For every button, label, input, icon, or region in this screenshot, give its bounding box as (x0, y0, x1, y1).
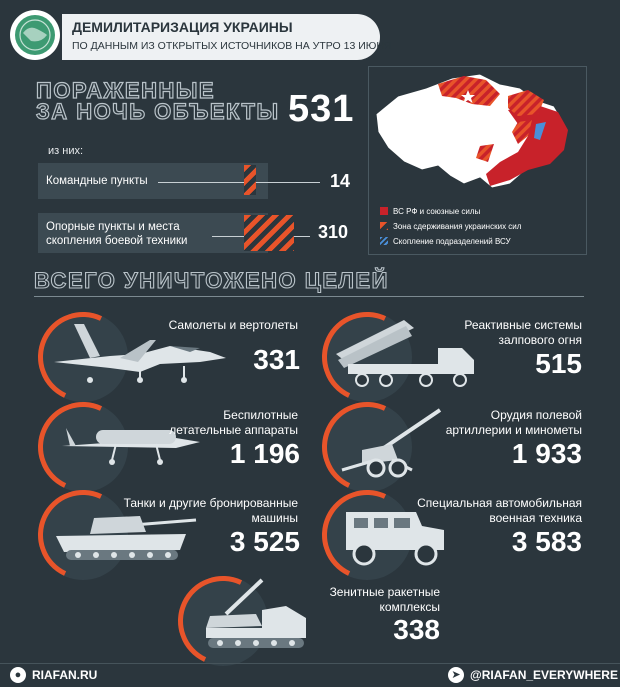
card-tanks-label: Танки и другие бронированные машины (123, 496, 298, 525)
hit-title: ПОРАЖЕННЫЕ ЗА НОЧЬ ОБЪЕКТЫ (36, 78, 280, 124)
legend-containment: Зона сдерживания украинских сил (393, 222, 522, 231)
card-artillery-label: Орудия полевой артиллерии и минометы (445, 408, 582, 437)
legend-ua-units: Скопление подразделений ВСУ (393, 237, 511, 246)
card-mlrs-value: 515 (535, 348, 582, 379)
strongpoints-label: Опорные пункты и места скопления боевой техники (46, 221, 188, 247)
legend-swatch-ua-units (380, 237, 388, 245)
hit-total: 531 (288, 88, 355, 130)
legend-swatch-russia (380, 207, 388, 215)
leader-line (158, 182, 320, 183)
card-aircraft-label: Самолеты и вертолеты (168, 318, 298, 332)
footer-divider (0, 663, 620, 664)
card-special-vehicles-value: 3 583 (511, 526, 582, 557)
footer-social-handle[interactable]: @RIAFAN_EVERYWHERE (470, 668, 618, 682)
globe-icon (15, 15, 55, 55)
totals-title: ВСЕГО УНИЧТОЖЕНО ЦЕЛЕЙ (34, 268, 389, 293)
strongpoints-bar (244, 215, 294, 251)
card-artillery-value: 1 933 (511, 438, 582, 469)
card-sam-value: 338 (393, 614, 440, 645)
card-drones-value: 1 196 (229, 438, 300, 469)
legend-swatch-containment (380, 222, 388, 230)
command-posts-label: Командные пункты (46, 175, 148, 187)
riafan-small-logo-icon: ● (10, 667, 26, 683)
legend-russia: ВС РФ и союзные силы (393, 207, 481, 216)
card-sam-label: Зенитные ракетные комплексы (329, 585, 440, 614)
card-aircraft-value: 331 (253, 344, 300, 375)
footer-site-link[interactable]: RIAFAN.RU (32, 668, 98, 682)
strongpoints-value: 310 (318, 222, 349, 242)
card-mlrs-label: Реактивные системы залпового огня (464, 318, 582, 347)
divider (34, 296, 584, 297)
telegram-icon: ➤ (448, 667, 464, 683)
card-special-vehicles-label: Специальная автомобильная военная техника (417, 496, 582, 525)
ukraine-map (368, 66, 585, 196)
command-posts-value: 14 (330, 171, 351, 191)
card-drones-label: Беспилотные летательные аппараты (169, 408, 298, 437)
card-tanks-value: 3 525 (229, 526, 300, 557)
command-posts-bar (244, 165, 256, 195)
of-them-label: из них: (48, 145, 84, 157)
page-subtitle: ПО ДАННЫМ ИЗ ОТКРЫТЫХ ИСТОЧНИКОВ НА УТРО 13 ИЮНЯ (72, 40, 392, 52)
page-title: ДЕМИЛИТАРИЗАЦИЯ УКРАИНЫ (72, 19, 293, 35)
